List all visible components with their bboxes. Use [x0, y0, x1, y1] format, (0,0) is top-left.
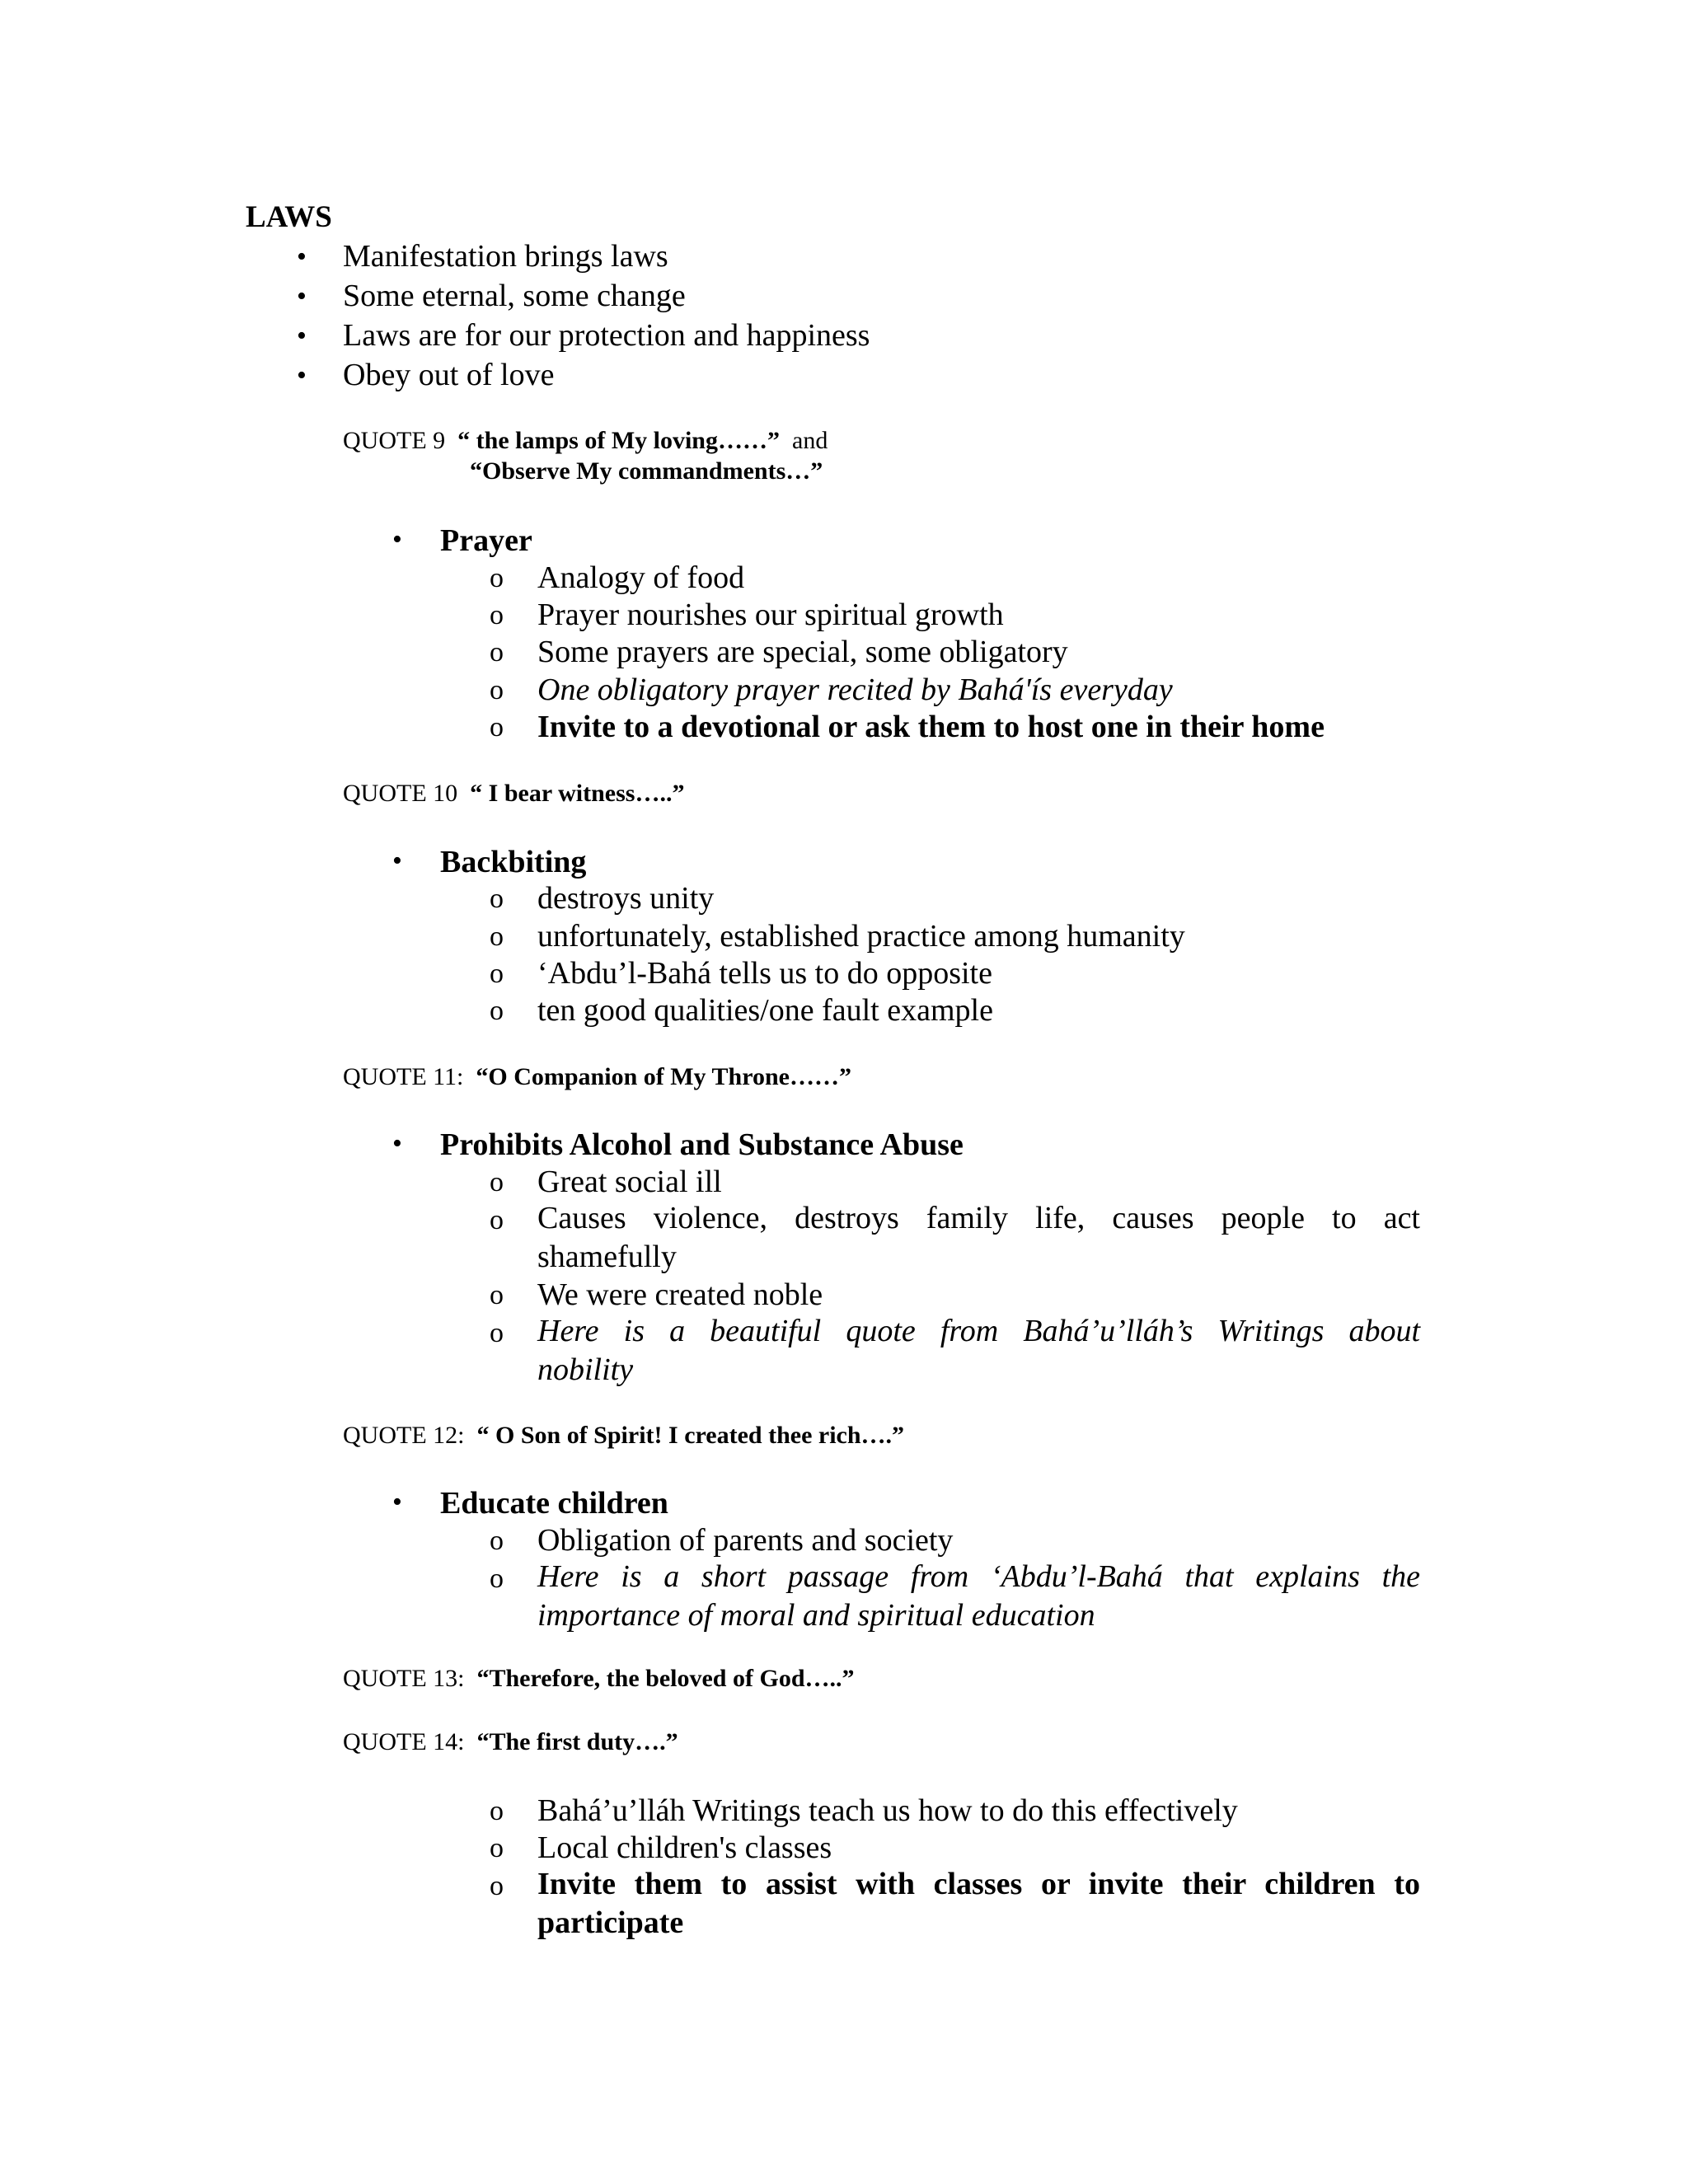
bullet-icon: •: [297, 281, 307, 312]
quote13-text: “Therefore, the beloved of God…..”: [476, 1665, 855, 1692]
educate-item-2-cont: importance of moral and spiritual education: [537, 1598, 1095, 1633]
quote10: [343, 781, 684, 806]
circle-bullet-icon: o: [490, 1871, 504, 1901]
final-item-1: Bahá’u’lláh Writings teach us how to do this effectively: [537, 1793, 1238, 1828]
quote14-text: “The first duty….”: [476, 1728, 678, 1755]
circle-bullet-icon: o: [490, 637, 504, 668]
bullet-icon: •: [392, 1487, 402, 1517]
quote10-text: “ I bear witness…..”: [470, 780, 685, 807]
prayer-item-3: Some prayers are special, some obligatory: [537, 635, 1068, 669]
bullet-icon: •: [392, 524, 402, 555]
circle-bullet-icon: o: [490, 600, 504, 630]
quote9-text2: “Observe My commandments…”: [470, 457, 823, 485]
quote9-and: and: [792, 427, 828, 454]
circle-bullet-icon: o: [490, 1280, 504, 1310]
final-item-3: Invite them to assist with classes or invite their children to: [537, 1867, 1420, 1901]
bullet-icon: •: [392, 1128, 402, 1159]
backbiting-item-1: destroys unity: [537, 881, 715, 916]
bullet-icon: •: [297, 321, 307, 351]
bullet-icon: •: [392, 846, 402, 876]
prayer-item-2: Prayer nourishes our spiritual growth: [537, 598, 1004, 632]
intro-bullet-1: Manifestation brings laws: [343, 239, 668, 274]
backbiting-title: Backbiting: [440, 845, 587, 879]
educate-title: Educate children: [440, 1486, 668, 1521]
alcohol-item-4: Here is a beautiful quote from Bahá’u’lláh’s Writings about: [537, 1314, 1420, 1348]
backbiting-item-2: unfortunately, established practice among humanity: [537, 919, 1185, 954]
backbiting-item-4: ten good qualities/one fault example: [537, 993, 993, 1028]
alcohol-item-1: Great social ill: [537, 1165, 722, 1199]
circle-bullet-icon: o: [490, 996, 504, 1026]
prayer-item-4: One obligatory prayer recited by Bahá'ís everyday: [537, 673, 1173, 707]
quote13-prefix: QUOTE 13:: [343, 1665, 465, 1692]
quote11-text: “O Companion of My Throne……”: [476, 1063, 851, 1090]
quote13: [343, 1666, 855, 1691]
circle-bullet-icon: o: [490, 1526, 504, 1556]
alcohol-item-3: We were created noble: [537, 1277, 823, 1312]
intro-bullet-3: Laws are for our protection and happiness: [343, 318, 870, 353]
educate-item-2: Here is a short passage from ‘Abdu’l-Bahá that explains the: [537, 1559, 1420, 1594]
quote12: [343, 1423, 904, 1448]
quote9-prefix: QUOTE 9: [343, 427, 446, 454]
circle-bullet-icon: o: [490, 1563, 504, 1594]
page-heading: LAWS: [246, 200, 332, 234]
bullet-icon: •: [297, 360, 307, 391]
circle-bullet-icon: o: [490, 1205, 504, 1235]
backbiting-item-3: ‘Abdu’l-Bahá tells us to do opposite: [537, 956, 992, 991]
final-item-2: Local children's classes: [537, 1830, 832, 1865]
quote9-text1: “ the lamps of My loving……”: [457, 427, 780, 454]
final-item-3-cont: participate: [537, 1905, 684, 1940]
circle-bullet-icon: o: [490, 958, 504, 989]
quote14-prefix: QUOTE 14:: [343, 1728, 465, 1755]
prayer-title: Prayer: [440, 523, 532, 558]
circle-bullet-icon: o: [490, 1167, 504, 1197]
quote9-line1: [343, 429, 828, 453]
alcohol-item-4-cont: nobility: [537, 1352, 634, 1387]
educate-item-1: Obligation of parents and society: [537, 1523, 954, 1558]
quote11: [343, 1065, 851, 1090]
alcohol-item-2: Causes violence, destroys family life, causes people to act: [537, 1201, 1420, 1235]
alcohol-item-2-cont: shamefully: [537, 1240, 677, 1274]
circle-bullet-icon: o: [490, 1833, 504, 1863]
quote12-text: “ O Son of Spirit! I created thee rich….”: [476, 1422, 905, 1449]
circle-bullet-icon: o: [490, 1796, 504, 1826]
circle-bullet-icon: o: [490, 921, 504, 952]
prayer-item-1: Analogy of food: [537, 560, 745, 595]
prayer-item-5: Invite to a devotional or ask them to host one in their home: [537, 710, 1325, 744]
intro-bullet-4: Obey out of love: [343, 358, 555, 392]
circle-bullet-icon: o: [490, 883, 504, 914]
alcohol-title: Prohibits Alcohol and Substance Abuse: [440, 1127, 964, 1162]
quote12-prefix: QUOTE 12:: [343, 1422, 465, 1449]
quote14: [343, 1730, 678, 1755]
quote11-prefix: QUOTE 11:: [343, 1063, 464, 1090]
circle-bullet-icon: o: [490, 563, 504, 593]
bullet-icon: •: [297, 241, 307, 272]
circle-bullet-icon: o: [490, 1318, 504, 1348]
circle-bullet-icon: o: [490, 712, 504, 743]
intro-bullet-2: Some eternal, some change: [343, 279, 686, 313]
quote9-line2: [470, 459, 823, 484]
quote10-prefix: QUOTE 10: [343, 780, 458, 807]
circle-bullet-icon: o: [490, 675, 504, 705]
